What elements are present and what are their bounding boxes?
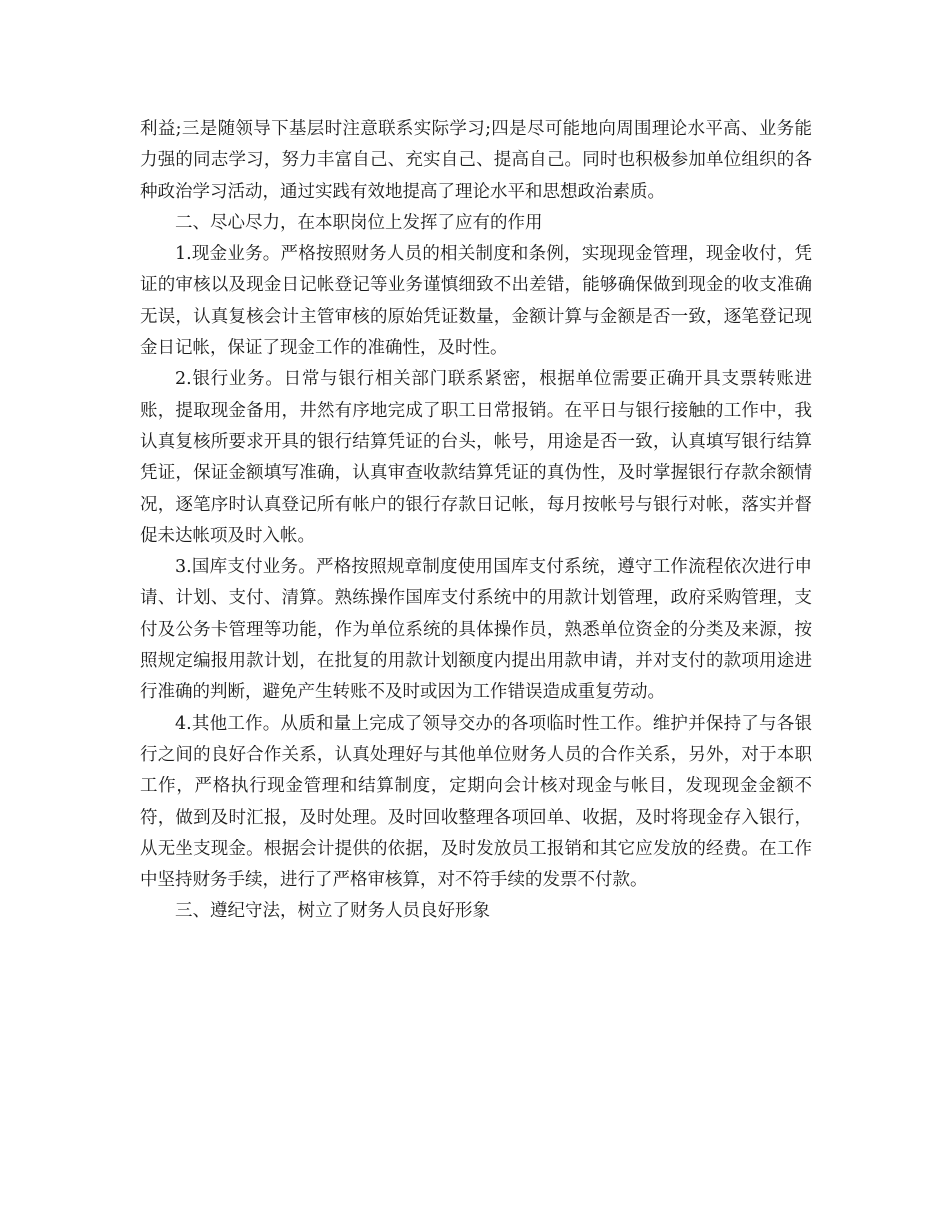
section-heading-two: 二、尽心尽力，在本职岗位上发挥了应有的作用 <box>175 212 543 233</box>
section-heading-three: 三、遵纪守法，树立了财务人员良好形象 <box>175 901 490 922</box>
paragraph-treasury-payment: 3.国库支付业务。严格按照规章制度使用国库支付系统，遵守工作流程依次进行申请、计划、支付、清算。熟练操作国库支付系统中的用款计划管理，政府采购管理，支付及公务卡管理等功能，作为单位系统的具体操作员，熟悉单位资金的分类及来源，按照规定编报用款计划，在批复的用款计划额度内提出用款申请，并对支付的款项用途进行准确的判断，避免产生转账不及时或因为工作错误造成重复劳动。 <box>140 557 812 703</box>
paragraph-other-work: 4.其他工作。从质和量上完成了领导交办的各项临时性工作。维护并保持了与各银行之间的良好合作关系，认真处理好与其他单位财务人员的合作关系，另外，对于本职工作，严格执行现金管理和结算制度，定期向会计核对现金与帐目，发现现金金额不符，做到及时汇报，及时处理。及时回收整理各项回单、收据，及时将现金存入银行，从无坐支现金。根据会计提供的依据，及时发放员工报销和其它应发放的经费。在工作中坚持财务手续，进行了严格审核算，对不符手续的发票不付款。 <box>140 713 812 891</box>
paragraph-continuation: 利益;三是随领导下基层时注意联系实际学习;四是尽可能地向周围理论水平高、业务能力强的同志学习，努力丰富自己、充实自己、提高自己。同时也积极参加单位组织的各种政治学习活动，通过实践有效地提高了理论水平和思想政治素质。 <box>140 119 812 202</box>
document-body <box>140 114 812 928</box>
paragraph-cash-business: 1.现金业务。严格按照财务人员的相关制度和条例，实现现金管理，现金收付，凭证的审核以及现金日记帐登记等业务谨慎细致不出差错，能够确保做到现金的收支准确无误，认真复核会计主管审核的原始凭证数量，金额计算与金额是否一致，逐笔登记现金日记帐，保证了现金工作的准确性，及时性。 <box>140 244 812 359</box>
paragraph-bank-business: 2.银行业务。日常与银行相关部门联系紧密，根据单位需要正确开具支票转账进账，提取现金备用，井然有序地完成了职工日常报销。在平日与银行接触的工作中，我认真复核所要求开具的银行结算凭证的台头，帐号，用途是否一致，认真填写银行结算凭证，保证金额填写准确，认真审查收款结算凭证的真伪性，及时掌握银行存款余额情况，逐笔序时认真登记所有帐户的银行存款日记帐，每月按帐号与银行对帐，落实并督促未达帐项及时入帐。 <box>140 369 812 546</box>
